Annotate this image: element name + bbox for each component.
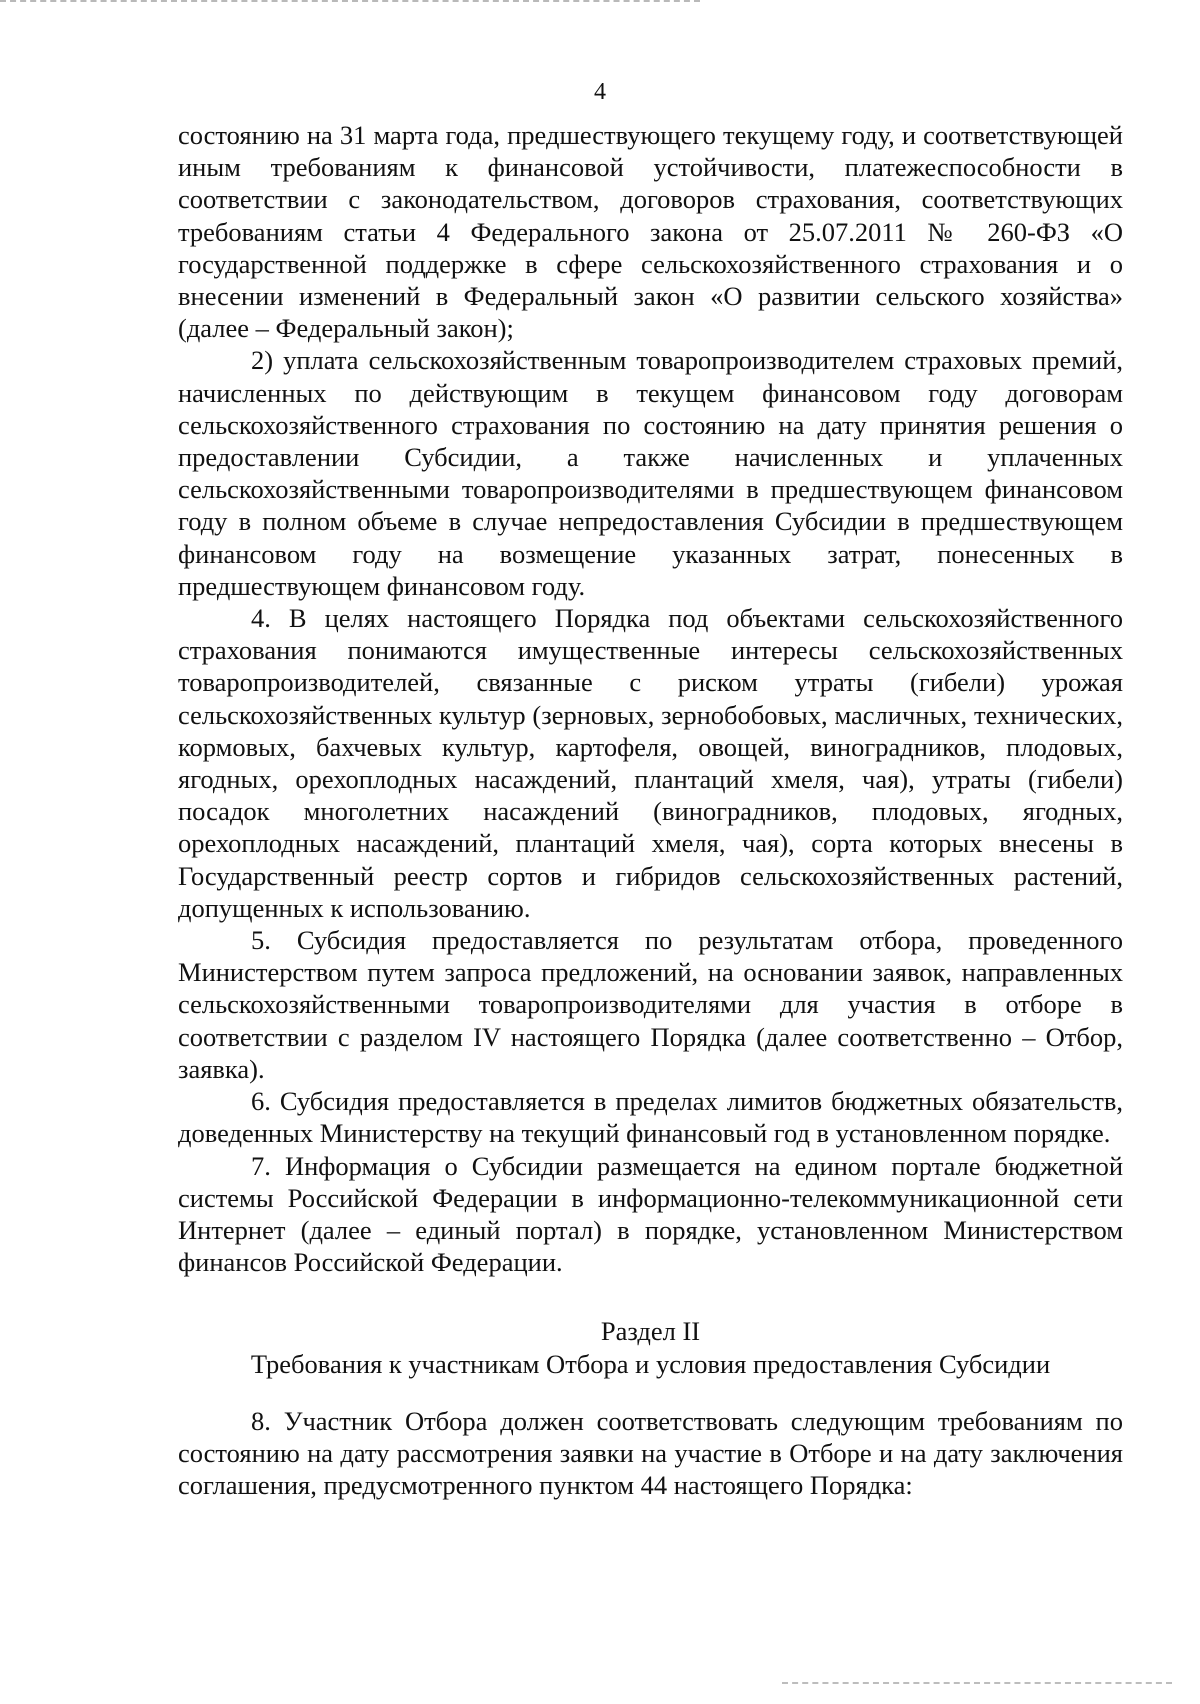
paragraph-item-8: 8. Участник Отбора должен соответствовать следующим требованиям по состоянию на дату рассмотрения заявки на участие в Отборе и на дату заключения соглашения, предусмотренного пунктом 44 настоящего Порядка: (178, 1405, 1123, 1501)
paragraph-item-5: 5. Субсидия предоставляется по результатам отбора, проведенного Министерством путем запроса предложений, на основании заявок, направленных сельскохозяйственными товаропроизводителями для участия в отборе в соответствии с разделом IV настоящего Порядка (далее соответственно – Отбор, заявка). (178, 925, 1123, 1084)
paragraph-item-4: 4. В целях настоящего Порядка под объектами сельскохозяйственного страхования понимаются имущественные интересы сельскохозяйственных товаропроизводителей, связанные с риском утраты (гибели) урожая сельскохозяйственных культур (зерновых, зернобобовых, масличных, технических, кормовых, бахчевых культур, картофеля, овощей, виноградников, плодовых, ягодных, орехоплодных насаждений, плантаций хмеля, чая), утраты (гибели) посадок многолетних насаждений (виноградников, плодовых, ягодных, орехоплодных насаждений, плантаций хмеля, чая), сорта которых внесены в Государственный реестр сортов и гибридов сельскохозяйственных растений, допущенных к использованию. (178, 603, 1123, 923)
paragraph-item-2: 2) уплата сельскохозяйственным товаропроизводителем страховых премий, начисленных по действующим в текущем финансовом году договорам сельскохозяйственного страхования по состоянию на дату принятия решения о предоставлении Субсидии, а также начисленных и уплаченных сельскохозяйственными товаропроизводителями в предшествующем финансовом году в полном объеме в случае непредоставления Субсидии в предшествующем финансовом году на возмещение указанных затрат, понесенных в предшествующем финансовом году. (178, 345, 1123, 601)
section-spacer-top (178, 1278, 1123, 1315)
section-title: Требования к участникам Отбора и условия предоставления Субсидии (250, 1348, 1051, 1379)
document-body (178, 119, 1123, 1501)
section-heading: Раздел II (600, 1316, 701, 1347)
paragraph-item-6: 6. Субсидия предоставляется в пределах лимитов бюджетных обязательств, доведенных Министерству на текущий финансовый год в установленном порядке. (178, 1086, 1123, 1149)
scan-artifact-top-line (0, 0, 700, 2)
page-number: 4 (594, 79, 606, 105)
paragraph-item-7: 7. Информация о Субсидии размещается на едином портале бюджетной системы Российской Федерации в информационно-телекоммуникационной сети Интернет (далее – единый портал) в порядке, установленном Министерством финансов Российской Федерации. (178, 1150, 1123, 1278)
paragraph-continuation: состоянию на 31 марта года, предшествующего текущему году, и соответствующей иным требованиям к финансовой устойчивости, платежеспособности в соответствии с законодательством, договоров страхования, соответствующих требованиям статьи 4 Федерального закона от 25.07.2011 № 260-ФЗ «О государственной поддержке в сфере сельскохозяйственного страхования и о внесении изменений в Федеральный закон «О развитии сельского хозяйства» (далее – Федеральный закон); (178, 120, 1123, 344)
section-spacer-bottom (178, 1380, 1123, 1405)
scan-artifact-bottom-line (782, 1682, 1172, 1684)
